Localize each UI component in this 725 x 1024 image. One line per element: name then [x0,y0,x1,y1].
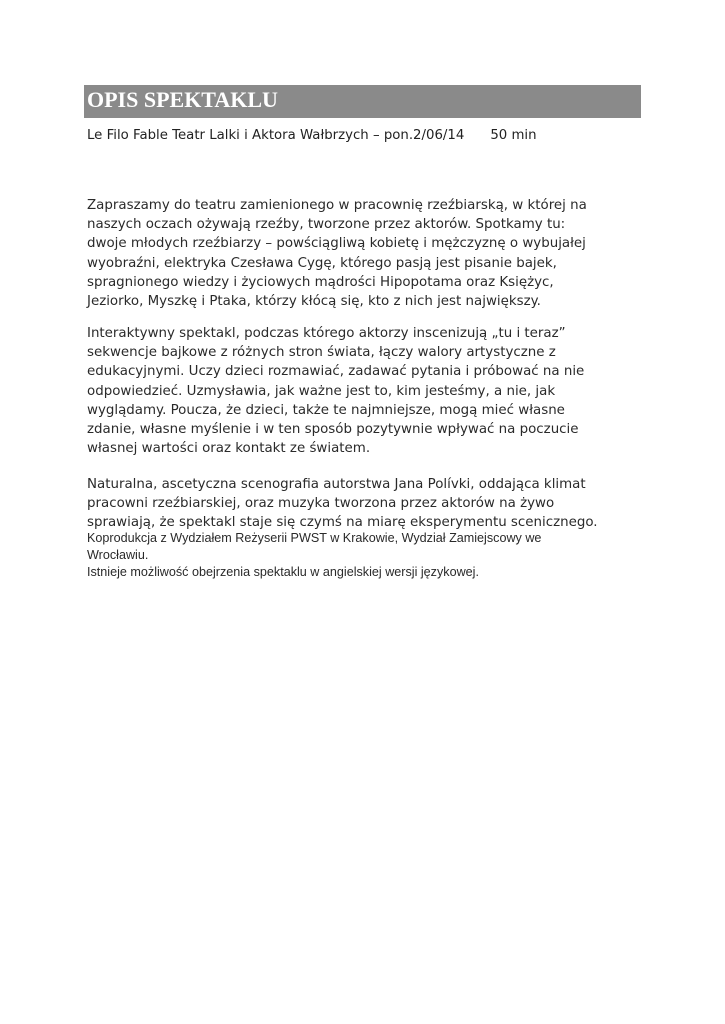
text-line: Interaktywny spektakl, podczas którego aktorzy inscenizują „tu i teraz” [87,326,566,341]
text-line: pracowni rzeźbiarskiej, oraz muzyka tworzona przez aktorów na żywo [87,496,555,512]
paragraph-scenography [87,475,647,533]
text-line: wyobraźni, elektryka Czesława Cygę, którego pasją jest pisanie bajek, [87,255,557,271]
page-title: OPIS SPEKTAKLU [87,87,278,112]
paragraph-interactive [87,324,647,458]
text-line: odpowiedzieć. Uzmysławia, jak ważne jest to, kim jesteśmy, a nie, jak [87,383,556,399]
text-line: naszych oczach ożywają rzeźby, tworzone przez aktorów. Spotkamy tu: [87,217,566,233]
note-line: Istnieje możliwość obejrzenia spektaklu w angielskiej wersji językowej. [87,565,479,579]
paragraph-intro [87,196,647,311]
text-line: edukacyjnymi. Uczy dzieci rozmawiać, zadawać pytania i próbować na nie [87,364,585,380]
performance-info [87,127,537,145]
text-line: wyglądamy. Poucza, że dzieci, także te najmniejsze, mogą mieć własne [87,402,565,418]
performance-venue-date: Le Filo Fable Teatr Lalki i Aktora Wałbrzych – pon.2/06/14 [87,128,465,143]
note-line: Koprodukcja z Wydziałem Reżyserii PWST w Krakowie, Wydział Zamiejscowy we [87,531,542,545]
text-line: Zapraszamy do teatru zamienionego w pracownię rzeźbiarską, w której na [87,198,587,213]
text-line: spragnionego wiedzy i życiowych mądrości Hipopotama oraz Księżyc, [87,274,554,290]
title-bar [84,85,641,118]
text-line: dwoje młodych rzeźbiarzy – powściągliwą kobietę i mężczyznę o wybujałej [87,236,586,252]
production-notes [87,530,647,581]
performance-duration: 50 min [490,128,537,143]
text-line: sekwencje bajkowe z różnych stron świata, łączy walory artystyczne z [87,345,556,361]
text-line: sprawiają, że spektakl staje się czymś na miarę eksperymentu scenicznego. [87,515,598,531]
note-line: Wrocławiu. [87,548,149,562]
text-line: zdanie, własne myślenie i w ten sposób pozytywnie wpływać na poczucie [87,422,579,438]
text-line: Jeziorko, Myszkę i Ptaka, którzy kłócą się, kto z nich jest największy. [87,294,541,310]
text-line: Naturalna, ascetyczna scenografia autorstwa Jana Polívki, oddająca klimat [87,477,586,492]
text-line: własnej wartości oraz kontakt ze światem. [87,441,371,457]
